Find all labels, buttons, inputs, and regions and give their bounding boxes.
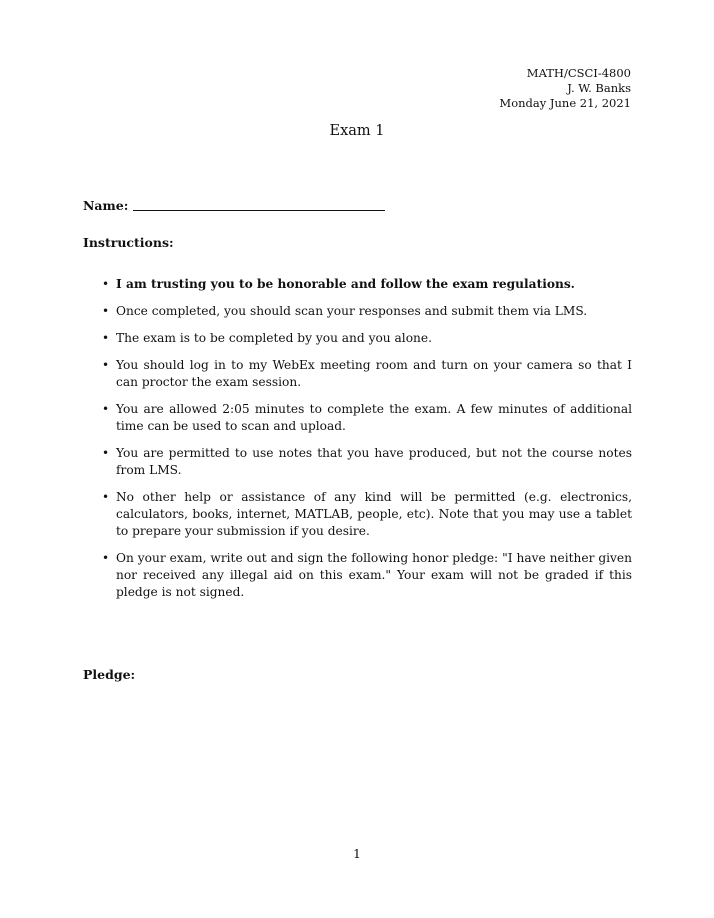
bullet-icon: • [102, 402, 110, 416]
instruction-text: You are permitted to use notes that you have produced, but not the course notes from LMS. [116, 446, 632, 477]
bullet-icon: • [102, 358, 110, 372]
instructions-list [100, 276, 632, 611]
instruction-text: I am trusting you to be honorable and follow the exam regulations. [116, 277, 575, 291]
instruction-text: You should log in to my WebEx meeting room and turn on your camera so that I can proctor the exam session. [116, 358, 632, 389]
list-item [100, 303, 632, 320]
instructor-name: J. W. Banks [567, 81, 631, 95]
list-item [100, 276, 632, 293]
instruction-text: No other help or assistance of any kind will be permitted (e.g. electronics, calculators, books, internet, MATLAB, people, etc). Note that you may use a tablet to prepare your submission if you desire. [116, 490, 632, 538]
name-blank-line [133, 210, 385, 211]
instruction-text: Once completed, you should scan your responses and submit them via LMS. [116, 304, 588, 318]
list-item [100, 330, 632, 347]
bullet-icon: • [102, 551, 110, 565]
page-number: 1 [353, 846, 361, 861]
exam-date: Monday June 21, 2021 [499, 96, 631, 110]
instruction-text: You are allowed 2:05 minutes to complete the exam. A few minutes of additional time can be used to scan and upload. [116, 402, 632, 433]
instructions-label: Instructions: [83, 235, 174, 250]
name-label: Name: [83, 198, 129, 213]
header-block [499, 66, 631, 111]
bullet-icon: • [102, 446, 110, 460]
instruction-text: On your exam, write out and sign the following honor pledge: "I have neither given nor received any illegal aid on this exam." Your exam will not be graded if this pledge is not signed. [116, 551, 632, 599]
bullet-icon: • [102, 490, 110, 504]
list-item [100, 357, 632, 391]
bullet-icon: • [102, 331, 110, 345]
page-title: Exam 1 [329, 123, 385, 139]
bullet-icon: • [102, 277, 110, 291]
list-item [100, 489, 632, 540]
list-item [100, 401, 632, 435]
list-item [100, 550, 632, 601]
instruction-text: The exam is to be completed by you and you alone. [116, 331, 432, 345]
bullet-icon: • [102, 304, 110, 318]
pledge-label: Pledge: [83, 667, 136, 682]
course-code: MATH/CSCI-4800 [526, 66, 631, 80]
list-item [100, 445, 632, 479]
